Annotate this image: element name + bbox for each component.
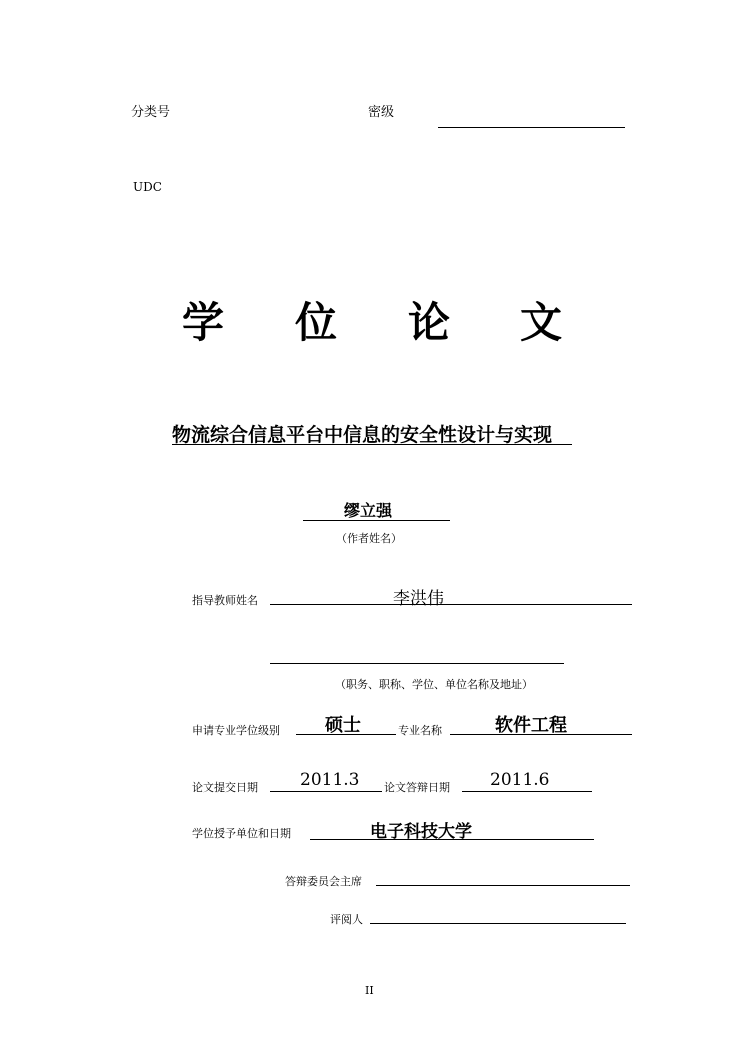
secret-level-line xyxy=(438,127,625,128)
thesis-title: 物流综合信息平台中信息的安全性设计与实现 xyxy=(172,424,553,446)
defense-date-line xyxy=(462,791,592,792)
major-label: 专业名称 xyxy=(398,724,442,737)
submit-date-label: 论文提交日期 xyxy=(192,781,258,794)
defense-date-value: 2011.6 xyxy=(490,770,550,790)
reviewer-line xyxy=(370,923,626,924)
degree-level-label: 申请专业学位级别 xyxy=(192,724,280,737)
submit-date-line xyxy=(270,791,382,792)
degree-level-value: 硕士 xyxy=(325,715,361,736)
advisor-name: 李洪伟 xyxy=(393,589,444,609)
advisor-caption: （职务、职称、学位、单位名称及地址） xyxy=(335,678,533,691)
author-underline xyxy=(303,520,450,521)
author-name: 缪立强 xyxy=(344,501,393,520)
thesis-title-underline xyxy=(172,444,572,445)
page-number: II xyxy=(365,984,374,997)
institution-label: 学位授予单位和日期 xyxy=(192,827,291,840)
committee-chair-line xyxy=(376,885,630,886)
reviewer-label: 评阅人 xyxy=(330,913,363,926)
main-title-char-2: 位 xyxy=(295,298,338,347)
main-title-char-4: 文 xyxy=(520,298,563,347)
major-value: 软件工程 xyxy=(495,715,567,736)
main-title-char-1: 学 xyxy=(182,298,225,347)
advisor-name-line xyxy=(270,604,632,605)
main-title-char-3: 论 xyxy=(408,298,451,347)
advisor-address-line xyxy=(270,663,564,664)
submit-date-value: 2011.3 xyxy=(300,770,360,790)
classification-label: 分类号 xyxy=(131,105,171,120)
udc-label: UDC xyxy=(133,180,162,194)
committee-chair-label: 答辩委员会主席 xyxy=(285,875,362,888)
secret-level-label: 密级 xyxy=(368,105,395,120)
defense-date-label: 论文答辩日期 xyxy=(384,781,450,794)
institution-value: 电子科技大学 xyxy=(370,822,472,842)
institution-line xyxy=(310,839,594,840)
author-caption: （作者姓名） xyxy=(336,532,402,545)
degree-level-line xyxy=(296,734,396,735)
advisor-label: 指导教师姓名 xyxy=(192,594,258,607)
major-line xyxy=(450,734,632,735)
